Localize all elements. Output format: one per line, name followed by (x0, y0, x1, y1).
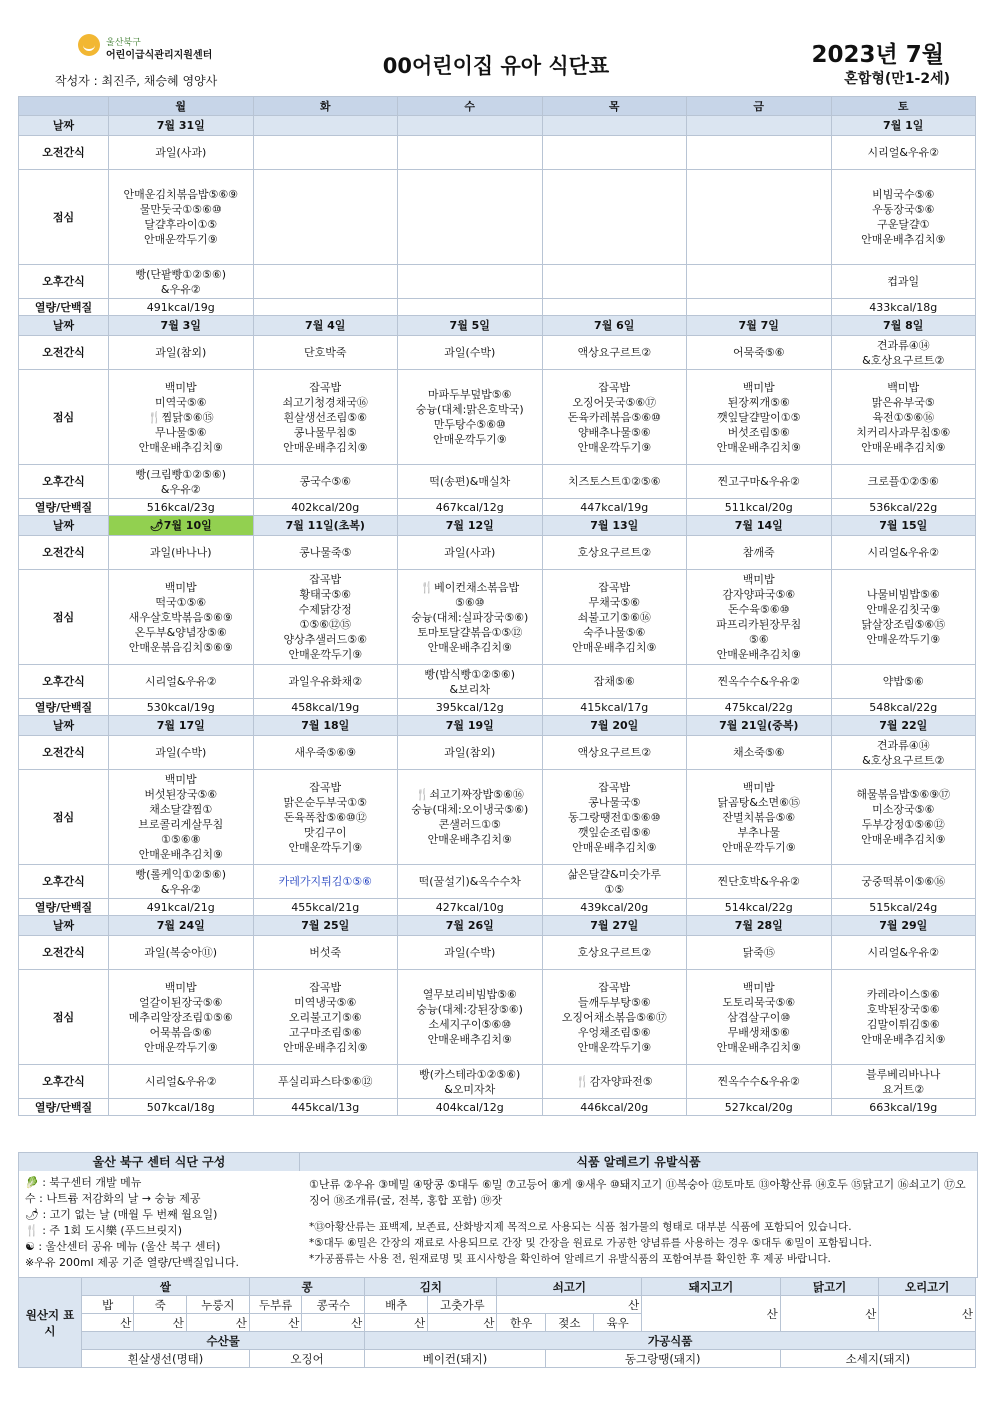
date-cell: 7월 19일 (398, 716, 543, 736)
pm-snack-cell: 🍴감자양파전⑤ (542, 1065, 687, 1099)
origin-item: 누룽지 (186, 1296, 249, 1314)
pm-snack-cell: 빵(밤식빵①②⑤⑥) &보리차 (398, 665, 543, 699)
kcal-cell: 663kcal/19g (831, 1099, 976, 1116)
kcal-cell: 402kcal/20g (253, 499, 398, 516)
pm-snack-cell: 과일우유화채② (253, 665, 398, 699)
am-snack-cell: 과일(사과) (109, 136, 254, 170)
lunch-cell: 비빔국수⑤⑥ 우동장국⑤⑥ 구운달걀① 안매운배추김치⑨ (831, 170, 976, 265)
pm-snack-cell: 시리얼&우유② (109, 665, 254, 699)
origin-item: 배추 (365, 1296, 428, 1314)
pm-snack-cell: 찐단호박&우유② (687, 865, 832, 899)
date-row (19, 116, 976, 136)
info-box (18, 1152, 978, 1278)
origin-processed-item (780, 1350, 975, 1368)
item-name: 흰살생선(명태) (127, 1351, 204, 1366)
origin-label: 원산지 표시 (19, 1278, 82, 1368)
pm-snack-cell: 컵과일 (831, 265, 976, 299)
legend-item: ☯ : 울산센터 공유 메뉴 (울산 북구 센터) (25, 1240, 221, 1253)
row-label: 열량/단백질 (19, 899, 109, 916)
am-snack-cell: 시리얼&우유② (831, 136, 976, 170)
lunch-cell: 해물볶음밥⑤⑥⑨⑰ 미소장국⑤⑥ 두부강정①⑤⑥⑫ 안매운배추김치⑨ (831, 770, 976, 865)
lunch-cell: 잡곡밥 미역냉국⑤⑥ 오리불고기⑤⑥ 고구마조림⑤⑥ 안매운배추김치⑨ (253, 970, 398, 1065)
lunch-cell: 백미밥 버섯된장국⑤⑥ 채소달걀찜① 브로콜리게살무침 ①⑤⑥⑧ 안매운배추김치⑨ (109, 770, 254, 865)
kcal-cell: 511kcal/20g (687, 499, 832, 516)
lunch-cell: 잡곡밥 무채국⑤⑥ 쇠불고기⑤⑥⑯ 숙주나물⑤⑥ 안매운배추김치⑨ (542, 570, 687, 665)
am-snack-cell: 견과류④⑭ &호상요구르트② (831, 336, 976, 370)
pm-snack-cell: 삶은달걀&미숫가루 ①⑤ (542, 865, 687, 899)
lunch-cell: 나물비빔밥⑤⑥ 안매운김칫국⑨ 닭살장조림⑤⑥⑮ 안매운깍두기⑨ (831, 570, 976, 665)
row-label: 점심 (19, 170, 109, 265)
origin-group-pork: 돼지고기 (642, 1278, 781, 1296)
legend-item: 🍴 : 주 1회 도시樂 (푸드브릿지) (25, 1224, 183, 1237)
origin-seafood-label: 수산물 (81, 1332, 364, 1350)
row-label: 날짜 (19, 716, 109, 736)
lunch-cell: 잡곡밥 들깨두부탕⑤⑥ 오징어채소볶음⑤⑥⑰ 우엉채조림⑤⑥ 안매운깍두기⑨ (542, 970, 687, 1065)
origin-item: 죽 (134, 1296, 186, 1314)
lunch-cell: 백미밥 된장찌개⑤⑥ 깻잎달걀말이①⑤ 버섯조림⑤⑥ 안매운배추김치⑨ (687, 370, 832, 465)
date-cell: 7월 6일 (542, 316, 687, 336)
row-label: 점심 (19, 770, 109, 865)
date-cell: 🌶7월 10일 (109, 516, 254, 536)
am-snack-cell: 단호박죽 (253, 336, 398, 370)
pm-snack-cell: 콩국수⑤⑥ (253, 465, 398, 499)
lunch-cell: 마파두부덮밥⑤⑥ 숭늉(대체:맑은호박국) 만두탕수⑤⑥⑩ 안매운깍두기⑨ (398, 370, 543, 465)
am-snack-row (19, 136, 976, 170)
legend-item: ※우유 200ml 제공 기준 열량/단백질입니다. (25, 1256, 239, 1269)
am-snack-cell: 과일(참외) (398, 736, 543, 770)
lunch-row (19, 770, 976, 865)
pm-snack-cell: 찐옥수수&우유② (687, 1065, 832, 1099)
am-snack-cell: 채소죽⑤⑥ (687, 736, 832, 770)
kcal-cell: 446kcal/20g (542, 1099, 687, 1116)
day-header: 수 (398, 97, 543, 116)
allergy-notes (309, 1219, 973, 1267)
lunch-row (19, 570, 976, 665)
kcal-row (19, 299, 976, 316)
beef-grade: 젖소 (545, 1314, 593, 1332)
date-cell: 7월 18일 (253, 716, 398, 736)
lunch-cell: 백미밥 도토리묵국⑤⑥ 삼겹살구이⑩ 무배생채⑤⑥ 안매운배추김치⑨ (687, 970, 832, 1065)
item-name: 베이컨(돼지) (422, 1351, 488, 1366)
am-snack-cell: 과일(수박) (109, 736, 254, 770)
row-label: 오후간식 (19, 1065, 109, 1099)
lunch-cell (687, 170, 832, 265)
am-snack-cell (398, 136, 543, 170)
am-snack-cell: 새우죽⑤⑥⑨ (253, 736, 398, 770)
origin-seafood-item (249, 1350, 364, 1368)
row-label: 날짜 (19, 516, 109, 536)
am-snack-cell: 시리얼&우유② (831, 536, 976, 570)
pm-snack-cell: 약밥⑤⑥ (831, 665, 976, 699)
am-snack-cell: 참깨죽 (687, 536, 832, 570)
kcal-cell: 516kcal/23g (109, 499, 254, 516)
date-cell: 7월 1일 (831, 116, 976, 136)
row-label: 날짜 (19, 116, 109, 136)
date-cell: 7월 24일 (109, 916, 254, 936)
row-label: 오전간식 (19, 736, 109, 770)
am-snack-cell: 과일(참외) (109, 336, 254, 370)
date-cell: 7월 28일 (687, 916, 832, 936)
kcal-cell (687, 299, 832, 316)
pm-snack-cell: 푸실리파스타⑤⑥⑫ (253, 1065, 398, 1099)
am-snack-cell: 버섯죽 (253, 936, 398, 970)
origin-san: 산 (134, 1314, 186, 1332)
kcal-cell: 433kcal/18g (831, 299, 976, 316)
lunch-cell: 백미밥 맑은유부국⑤ 육전①⑤⑥⑯ 치커리사과무침⑤⑥ 안매운배추김치⑨ (831, 370, 976, 465)
row-label: 날짜 (19, 916, 109, 936)
beef-grade: 육우 (593, 1314, 641, 1332)
origin-san: 산 (642, 1296, 781, 1332)
am-snack-cell: 과일(수박) (398, 336, 543, 370)
kcal-cell: 447kcal/19g (542, 499, 687, 516)
am-snack-cell: 과일(바나나) (109, 536, 254, 570)
lunch-cell (542, 170, 687, 265)
corner-cell (19, 97, 109, 116)
origin-group-kimchi: 김치 (365, 1278, 497, 1296)
kcal-cell: 455kcal/21g (253, 899, 398, 916)
pm-snack-cell: 블루베리바나나 요거트② (831, 1065, 976, 1099)
origin-item: 두부류 (249, 1296, 301, 1314)
pm-snack-row (19, 1065, 976, 1099)
date-cell: 7월 31일 (109, 116, 254, 136)
allergy-note: *⑬아황산류는 표백제, 보존료, 산화방지제 목적으로 사용되는 식품 첨가물의 형태로 대부분 식품에 포함되어 있습니다. (309, 1221, 852, 1233)
kcal-cell (253, 299, 398, 316)
pm-snack-cell: 찐옥수수&우유② (687, 665, 832, 699)
date-cell: 7월 26일 (398, 916, 543, 936)
legend-item: 수 : 나트륨 저감화의 날 → 숭늉 제공 (25, 1192, 201, 1205)
origin-group-rice: 쌀 (81, 1278, 249, 1296)
day-header: 목 (542, 97, 687, 116)
lunch-cell: 잡곡밥 쇠고기청경채국⑯ 흰살생선조림⑤⑥ 콩나물무침⑤ 안매운배추김치⑨ (253, 370, 398, 465)
kcal-cell: 445kcal/13g (253, 1099, 398, 1116)
day-header: 토 (831, 97, 976, 116)
date-row (19, 916, 976, 936)
origin-processed-item (545, 1350, 780, 1368)
am-snack-cell (542, 136, 687, 170)
pm-snack-cell: 떡(송편)&매실차 (398, 465, 543, 499)
legend-item: 🌶 : 고기 없는 날 (매월 두 번째 월요일) (25, 1208, 218, 1221)
date-cell (542, 116, 687, 136)
row-label: 점심 (19, 370, 109, 465)
origin-item: 콩국수 (302, 1296, 365, 1314)
day-header: 화 (253, 97, 398, 116)
date-cell: 7월 15일 (831, 516, 976, 536)
date-cell: 7월 25일 (253, 916, 398, 936)
row-label: 오후간식 (19, 465, 109, 499)
kcal-row (19, 899, 976, 916)
date-cell (253, 116, 398, 136)
date-cell: 7월 3일 (109, 316, 254, 336)
lunch-cell: 백미밥 얼갈이된장국⑤⑥ 메추리알장조림①⑤⑥ 어묵볶음⑤⑥ 안매운깍두기⑨ (109, 970, 254, 1065)
pm-snack-row (19, 265, 976, 299)
kcal-cell: 467kcal/12g (398, 499, 543, 516)
origin-san: 산 (879, 1296, 976, 1332)
kcal-cell: 458kcal/19g (253, 699, 398, 716)
pm-snack-cell: 찐고구마&우유② (687, 465, 832, 499)
date-cell: 7월 27일 (542, 916, 687, 936)
row-label: 오후간식 (19, 865, 109, 899)
pm-snack-cell: 빵(카스테라①②⑤⑥) &오미자차 (398, 1065, 543, 1099)
kcal-row (19, 1099, 976, 1116)
origin-processed-label: 가공식품 (365, 1332, 976, 1350)
pm-snack-cell: 치즈토스트①②⑤⑥ (542, 465, 687, 499)
pm-snack-row (19, 865, 976, 899)
page-title: 00어린이집 유아 식단표 (382, 54, 610, 78)
row-label: 오후간식 (19, 265, 109, 299)
row-label: 오전간식 (19, 136, 109, 170)
legend-title: 울산 북구 센터 식단 구성 (19, 1153, 300, 1171)
kcal-cell: 395kcal/12g (398, 699, 543, 716)
am-snack-row (19, 336, 976, 370)
origin-group-beef: 쇠고기 (497, 1278, 642, 1296)
row-label: 오전간식 (19, 336, 109, 370)
pm-snack-cell (398, 265, 543, 299)
lunch-row (19, 170, 976, 265)
allergy-note: *⑤대두 ⑥밀은 간장의 재료로 사용되므로 간장 및 간장을 원료로 가공한 양념류를 사용하는 경우 ⑤대두 ⑥밀이 포함됩니다. (309, 1237, 872, 1249)
lunch-cell: 잡곡밥 오징어뭇국⑤⑥⑰ 돈육카레볶음⑤⑥⑩ 양배추나물⑤⑥ 안매운깍두기⑨ (542, 370, 687, 465)
date-row (19, 516, 976, 536)
origin-san: 산 (249, 1314, 301, 1332)
kcal-cell: 514kcal/22g (687, 899, 832, 916)
row-label: 열량/단백질 (19, 699, 109, 716)
lunch-cell: 백미밥 닭곰탕&소면⑥⑮ 잔멸치볶음⑤⑥ 부추나물 안매운깍두기⑨ (687, 770, 832, 865)
kcal-cell: 515kcal/24g (831, 899, 976, 916)
date-cell: 7월 4일 (253, 316, 398, 336)
date-cell: 7월 7일 (687, 316, 832, 336)
origin-group-bean: 콩 (249, 1278, 364, 1296)
lunch-cell: 열무보리비빔밥⑤⑥ 숭늉(대체:강된장⑤⑥) 소세지구이⑤⑥⑩ 안매운배추김치⑨ (398, 970, 543, 1065)
am-snack-cell: 콩나물죽⑤ (253, 536, 398, 570)
kcal-cell: 404kcal/12g (398, 1099, 543, 1116)
kcal-cell (542, 299, 687, 316)
kcal-cell (398, 299, 543, 316)
date-cell (398, 116, 543, 136)
kcal-cell: 527kcal/20g (687, 1099, 832, 1116)
am-snack-cell: 과일(복숭아⑪) (109, 936, 254, 970)
date-cell: 7월 8일 (831, 316, 976, 336)
am-snack-cell: 과일(사과) (398, 536, 543, 570)
kcal-row (19, 499, 976, 516)
day-header: 금 (687, 97, 832, 116)
pm-snack-cell (687, 265, 832, 299)
pm-snack-cell (253, 265, 398, 299)
pm-snack-cell: 잡채⑤⑥ (542, 665, 687, 699)
legend-item: 🥬 : 북구센터 개발 메뉴 (25, 1176, 142, 1189)
am-snack-cell (687, 136, 832, 170)
org-name: 어린이급식관리지원센터 (106, 50, 213, 61)
date-cell: 7월 11일(초복) (253, 516, 398, 536)
kcal-cell: 507kcal/18g (109, 1099, 254, 1116)
lunch-cell: 백미밥 미역국⑤⑥ 🍴찜닭⑤⑥⑮ 무나물⑤⑥ 안매운배추김치⑨ (109, 370, 254, 465)
row-label: 날짜 (19, 316, 109, 336)
pm-snack-cell (542, 265, 687, 299)
pm-snack-cell: 빵(롤케익①②⑤⑥) &우유② (109, 865, 254, 899)
lunch-cell: 카레라이스⑤⑥ 호박된장국⑤⑥ 김말이튀김⑤⑥ 안매운배추김치⑨ (831, 970, 976, 1065)
am-snack-cell: 호상요구르트② (542, 536, 687, 570)
date-cell: 7월 22일 (831, 716, 976, 736)
pm-snack-row (19, 465, 976, 499)
am-snack-cell: 과일(수박) (398, 936, 543, 970)
row-label: 열량/단백질 (19, 1099, 109, 1116)
row-label: 오전간식 (19, 536, 109, 570)
date-cell: 7월 20일 (542, 716, 687, 736)
pm-snack-cell: 크로플①②⑤⑥ (831, 465, 976, 499)
lunch-cell: 백미밥 떡국①⑤⑥ 새우살호박볶음⑤⑥⑨ 온두부&양념장⑤⑥ 안매운볶음김치⑤⑥⑨ (109, 570, 254, 665)
pm-snack-cell: 빵(크림빵①②⑤⑥) &우유② (109, 465, 254, 499)
am-snack-cell: 시리얼&우유② (831, 936, 976, 970)
origin-san: 산 (428, 1314, 497, 1332)
am-snack-row (19, 736, 976, 770)
lunch-cell: 안매운김치볶음밥⑤⑥⑨ 물만둣국①⑤⑥⑩ 달걀후라이①⑤ 안매운깍두기⑨ (109, 170, 254, 265)
date-cell: 7월 13일 (542, 516, 687, 536)
kcal-cell: 415kcal/17g (542, 699, 687, 716)
pm-snack-cell: 떡(꿀설기)&옥수수차 (398, 865, 543, 899)
lunch-cell: 🍴쇠고기짜장밥⑤⑥⑯ 숭늉(대체:오이냉국⑤⑥) 콘샐러드①⑤ 안매운배추김치⑨ (398, 770, 543, 865)
pm-snack-cell: 빵(단팥빵①②⑤⑥) &우유② (109, 265, 254, 299)
row-label: 열량/단백질 (19, 499, 109, 516)
lunch-row (19, 370, 976, 465)
pm-snack-cell: 궁중떡볶이⑤⑥⑯ (831, 865, 976, 899)
am-snack-cell: 호상요구르트② (542, 936, 687, 970)
origin-san: 산 (365, 1314, 428, 1332)
date-cell: 7월 21일(중복) (687, 716, 832, 736)
am-snack-cell: 액상요구르트② (542, 736, 687, 770)
lunch-cell (253, 170, 398, 265)
date-row (19, 316, 976, 336)
row-label: 오전간식 (19, 936, 109, 970)
kcal-cell: 475kcal/22g (687, 699, 832, 716)
item-name: 오징어 (290, 1351, 324, 1366)
date-cell: 7월 12일 (398, 516, 543, 536)
menu-table (18, 96, 976, 1116)
origin-processed-item (365, 1350, 545, 1368)
pm-snack-cell: 시리얼&우유② (109, 1065, 254, 1099)
am-snack-cell: 닭죽⑮ (687, 936, 832, 970)
date-row (19, 716, 976, 736)
pm-snack-cell: 카레가지튀김①⑤⑥ (253, 865, 398, 899)
am-snack-cell: 어묵죽⑤⑥ (687, 336, 832, 370)
kcal-cell: 491kcal/21g (109, 899, 254, 916)
kcal-cell: 536kcal/22g (831, 499, 976, 516)
lunch-cell (398, 170, 543, 265)
am-snack-row (19, 936, 976, 970)
lunch-cell: 잡곡밥 맑은순두부국①⑤ 돈육폭찹⑤⑥⑩⑫ 맛김구이 안매운깍두기⑨ (253, 770, 398, 865)
lunch-cell: 백미밥 감자양파국⑤⑥ 돈수육⑤⑥⑩ 파프리카된장무침 ⑤⑥ 안매운배추김치⑨ (687, 570, 832, 665)
item-name: 동그랑땡(돼지) (624, 1351, 701, 1366)
allergy-list: ①난류 ②우유 ③메밀 ④땅콩 ⑤대두 ⑥밀 ⑦고등어 ⑧게 ⑨새우 ⑩돼지고기 ⑪복숭아 ⑫토마토 ⑬아황산류 ⑭호두 ⑮닭고기 ⑯쇠고기 ⑰오징어 ⑱조개류(굴, 전복, 홍합 포함) ⑲잣 (309, 1178, 966, 1207)
am-snack-cell (253, 136, 398, 170)
page-header (0, 0, 992, 95)
day-header: 월 (109, 97, 254, 116)
am-snack-cell: 견과류④⑭ &호상요구르트② (831, 736, 976, 770)
no-meat-day-icon: 🌶 (149, 519, 164, 532)
origin-group-chicken: 닭고기 (780, 1278, 879, 1296)
kcal-cell: 491kcal/19g (109, 299, 254, 316)
pm-snack-row (19, 665, 976, 699)
date-cell: 7월 29일 (831, 916, 976, 936)
origin-item: 밥 (81, 1296, 133, 1314)
allergy-note: *가공품류는 사용 전, 원재료명 및 표시사항을 확인하여 알레르기 유발식품의 포함여부를 확인한 후 제공 바랍니다. (309, 1253, 831, 1265)
origin-san: 산 (780, 1296, 879, 1332)
origin-san: 산 (186, 1314, 249, 1332)
menu-type: 혼합형(만1-2세) (844, 71, 950, 87)
beef-grade: 한우 (497, 1314, 545, 1332)
origin-group-duck: 오리고기 (879, 1278, 976, 1296)
origin-san: 산 (302, 1314, 365, 1332)
am-snack-row (19, 536, 976, 570)
lunch-cell: 잡곡밥 콩나물국⑤ 동그랑땡전①⑤⑥⑩ 깻잎순조림⑤⑥ 안매운배추김치⑨ (542, 770, 687, 865)
kcal-cell: 548kcal/22g (831, 699, 976, 716)
row-label: 점심 (19, 970, 109, 1065)
date-cell (687, 116, 832, 136)
row-label: 열량/단백질 (19, 299, 109, 316)
year-month: 2023년 7월 (811, 42, 944, 68)
origin-item: 고춧가루 (428, 1296, 497, 1314)
item-name: 소세지(돼지) (845, 1351, 911, 1366)
row-label: 오후간식 (19, 665, 109, 699)
lunch-cell: 🍴베이컨채소볶음밥 ⑤⑥⑩ 숭늉(대체:실파장국⑤⑥) 토마토달걀볶음①⑤⑫ 안매운배추김치⑨ (398, 570, 543, 665)
day-header-row (19, 97, 976, 116)
am-snack-cell: 액상요구르트② (542, 336, 687, 370)
date-cell: 7월 17일 (109, 716, 254, 736)
origin-table (18, 1277, 976, 1368)
kcal-cell: 427kcal/10g (398, 899, 543, 916)
date-cell: 7월 5일 (398, 316, 543, 336)
legend-list (25, 1175, 295, 1271)
origin-seafood-item (81, 1350, 249, 1368)
date-cell: 7월 14일 (687, 516, 832, 536)
kcal-cell: 439kcal/20g (542, 899, 687, 916)
author: 작성자 : 최진주, 채승혜 영양사 (55, 74, 218, 88)
kcal-row (19, 699, 976, 716)
lunch-row (19, 970, 976, 1065)
row-label: 점심 (19, 570, 109, 665)
allergy-title: 식품 알레르기 유발식품 (300, 1153, 977, 1171)
origin-san: 산 (81, 1314, 133, 1332)
org-region: 울산북구 (106, 38, 141, 48)
lunch-cell: 잡곡밥 황태국⑤⑥ 수제닭강정 ①⑤⑥⑫⑮ 양상추샐러드⑤⑥ 안매운깍두기⑨ (253, 570, 398, 665)
kcal-cell: 530kcal/19g (109, 699, 254, 716)
origin-san: 산 (497, 1296, 642, 1314)
